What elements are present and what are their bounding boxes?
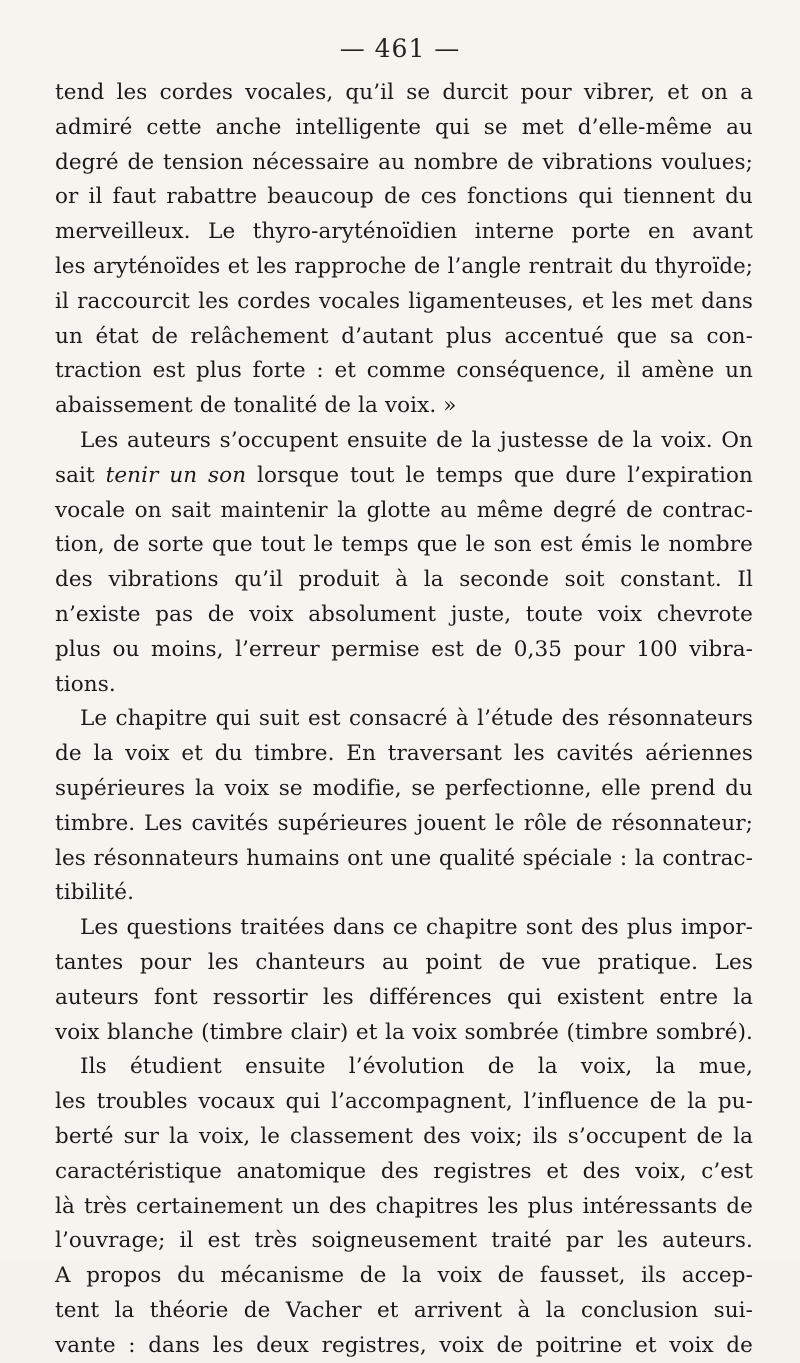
text-line: tend les cordes vocales, qu’il se durcit pour vibrer, et on a (55, 80, 753, 105)
text-line: tantes pour les chanteurs au point de vue pratique. Les (55, 949, 753, 975)
text-segment: lorsque tout le temps que dure l’expiration (246, 462, 753, 488)
text-line: là très certainement un des chapitres les plus intéressants de (55, 1193, 753, 1219)
text-segment: sait (55, 462, 106, 488)
text-line: caractéristique anatomique des registres et des voix, c’est (55, 1158, 753, 1184)
text-line: Les questions traitées dans ce chapitre sont des plus impor- (80, 915, 753, 941)
text-line: les troubles vocaux qui l’accompagnent, l’influence de la pu- (55, 1089, 753, 1115)
text-line: merveilleux. Le thyro-aryténoïdien interne porte en avant (55, 219, 753, 245)
italic-phrase: tenir un son (105, 462, 247, 488)
text-line: voix blanche (timbre clair) et la voix sombrée (timbre sombré). (55, 1019, 753, 1045)
text-line: des vibrations qu’il produit à la seconde soit constant. Il (55, 567, 753, 593)
text-line: auteurs font ressortir les différences qui existent entre la (55, 984, 753, 1010)
text-line: l’ouvrage; il est très soigneusement traité par les auteurs. (55, 1228, 753, 1254)
page-number: — 461 — (339, 34, 461, 63)
text-line: les aryténoïdes et les rapproche de l’angle rentrait du thyroïde; (55, 253, 753, 279)
text-line: admiré cette anche intelligente qui se met d’elle-même au (55, 114, 753, 140)
text-line: A propos du mécanisme de la voix de fausset, ils accep- (55, 1263, 753, 1289)
text-line: vocale on sait maintenir la glotte au même degré de contrac- (55, 497, 753, 523)
text-line: traction est plus forte : et comme conséquence, il amène un (55, 358, 753, 384)
text-line: plus ou moins, l’erreur permise est de 0,35 pour 100 vibra- (55, 636, 753, 662)
text-line: Les auteurs s’occupent ensuite de la justesse de la voix. On (80, 427, 753, 453)
text-line: n’existe pas de voix absolument juste, toute voix chevrote (55, 601, 753, 627)
text-line: tibilité. (55, 880, 135, 906)
text-line: supérieures la voix se modifie, se perfectionne, elle prend du (55, 775, 753, 801)
text-line: Ils étudient ensuite l’évolution de la voix, la mue, (80, 1054, 753, 1080)
text-line: de la voix et du timbre. En traversant les cavités aériennes (55, 741, 753, 767)
text-line: un état de relâchement d’autant plus accentué que sa con- (55, 323, 753, 349)
text-line: abaissement de tonalité de la voix. » (55, 393, 457, 419)
text-line: vante : dans les deux registres, voix de poitrine et voix de (55, 1332, 753, 1358)
text-line (55, 459, 753, 494)
text-line: degré de tension nécessaire au nombre de vibrations voulues; (55, 149, 753, 175)
text-line: il raccourcit les cordes vocales ligamenteuses, et les met dans (55, 288, 753, 314)
text-line: tion, de sorte que tout le temps que le son est émis le nombre (55, 532, 753, 558)
text-line: tent la théorie de Vacher et arrivent à la conclusion sui- (55, 1297, 753, 1323)
body-text (55, 76, 753, 1363)
text-line: berté sur la voix, le classement des voix; ils s’occupent de la (55, 1123, 753, 1149)
text-line: timbre. Les cavités supérieures jouent le rôle de résonnateur; (55, 810, 753, 836)
text-line: les résonnateurs humains ont une qualité spéciale : la contrac- (55, 845, 753, 871)
text-line: tions. (55, 671, 116, 697)
text-line: or il faut rabattre beaucoup de ces fonctions qui tiennent du (55, 184, 753, 210)
text-line: Le chapitre qui suit est consacré à l’étude des résonnateurs (80, 706, 753, 732)
